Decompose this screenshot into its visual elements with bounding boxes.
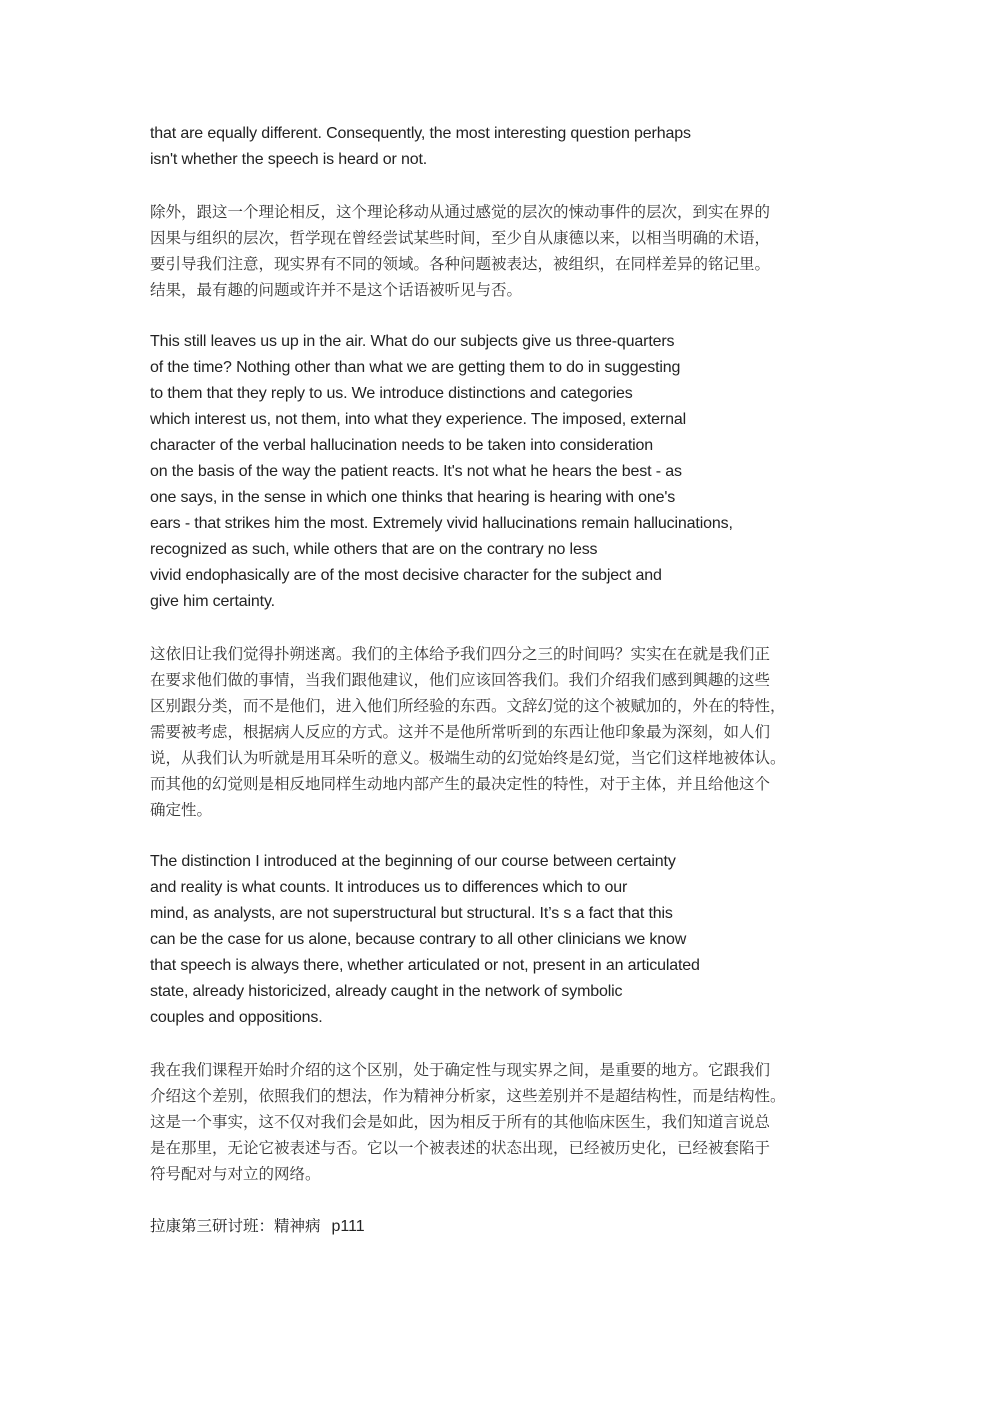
text-line: 区别跟分类，而不是他们，进入他们所经验的东西。文辞幻觉的这个被赋加的，外在的特性， [150,697,786,715]
text-line: state, already historicized, already caught in the network of symbolic [150,983,623,1000]
text-line: 在要求他们做的事情，当我们跟他建议，他们应该回答我们。我们介绍我们感到興趣的这些 [150,671,771,689]
text-line: 需要被考虑，根据病人反应的方式。这并不是他所常听到的东西让他印象最为深刻，如人们 [150,723,771,741]
text-line: to them that they reply to us. We introduce distinctions and categories [150,385,633,402]
text-line: 结果，最有趣的问题或许并不是这个话语被听见与否。 [150,281,523,299]
text-line: 说，从我们认为听就是用耳朵听的意义。极端生动的幻觉始终是幻觉，当它们这样地被体认。 [150,749,786,767]
paragraph-3-en [150,329,850,615]
paragraph-6-zh [150,1057,845,1187]
text-line: that speech is always there, whether articulated or not, present in an articulated [150,957,700,974]
text-line: ears - that strikes him the most. Extremely vivid hallucinations remain hallucinations, [150,515,733,532]
text-line: and reality is what counts. It introduces us to differences which to our [150,879,628,896]
document-page [150,121,850,1240]
text-line: on the basis of the way the patient reacts. It's not what he hears the best - as [150,463,682,480]
text-line: recognized as such, while others that are on the contrary no less [150,541,598,558]
text-line: 这依旧让我们觉得扑朔迷离。我们的主体给予我们四分之三的时间吗？实实在在就是我们正 [150,645,771,663]
text-line: 而其他的幻觉则是相反地同样生动地内部产生的最决定性的特性，对于主体，并且给他这个 [150,775,771,793]
paragraph-2-zh [150,199,845,303]
text-line: 这是一个事实，这不仅对我们会是如此，因为相反于所有的其他临床医生，我们知道言说总 [150,1113,771,1131]
paragraph-4-zh [150,641,845,823]
text-line: character of the verbal hallucination needs to be taken into consideration [150,437,654,454]
text-line: one says, in the sense in which one thinks that hearing is hearing with one's [150,489,676,506]
text-line: 介绍这个差别，依照我们的想法，作为精神分析家，这些差别并不是超结构性，而是结构性。 [150,1087,786,1105]
paragraph-5-en [150,849,850,1031]
text-line: 确定性。 [150,801,213,819]
text-line: 我在我们课程开始时介绍的这个区别，处于确定性与现实界之间，是重要的地方。它跟我们 [150,1061,771,1079]
source-citation [150,1213,850,1240]
text-line: can be the case for us alone, because contrary to all other clinicians we know [150,931,687,948]
text-line: This still leaves us up in the air. What do our subjects give us three-quarters [150,333,675,350]
text-line: that are equally different. Consequently, the most interesting question perhaps [150,125,691,142]
text-line: The distinction I introduced at the beginning of our course between certainty [150,853,676,870]
text-line: vivid endophasically are of the most decisive character for the subject and [150,567,662,584]
source-page: p111 [331,1218,365,1235]
text-line: 要引导我们注意，现实界有不同的领域。各种问题被表达，被组织，在同样差异的铭记里。 [150,255,771,273]
text-line: give him certainty. [150,593,275,610]
text-line: isn't whether the speech is heard or not. [150,151,428,168]
source-title: 拉康第三研讨班：精神病 [150,1217,321,1235]
text-line: 因果与组织的层次，哲学现在曾经尝试某些时间，至少自从康德以来，以相当明确的术语， [150,229,771,247]
text-line: mind, as analysts, are not superstructural but structural. It’s s a fact that this [150,905,673,922]
text-line: couples and oppositions. [150,1009,323,1026]
text-line: 除外，跟这一个理论相反，这个理论移动从通过感觉的层次的悚动事件的层次，到实在界的 [150,203,771,221]
text-line: of the time? Nothing other than what we are getting them to do in suggesting [150,359,681,376]
text-line: 是在那里，无论它被表述与否。它以一个被表述的状态出现，已经被历史化，已经被套陷于 [150,1139,771,1157]
text-line: which interest us, not them, into what they experience. The imposed, external [150,411,687,428]
paragraph-1-en [150,121,850,173]
text-line: 符号配对与对立的网络。 [150,1165,321,1183]
